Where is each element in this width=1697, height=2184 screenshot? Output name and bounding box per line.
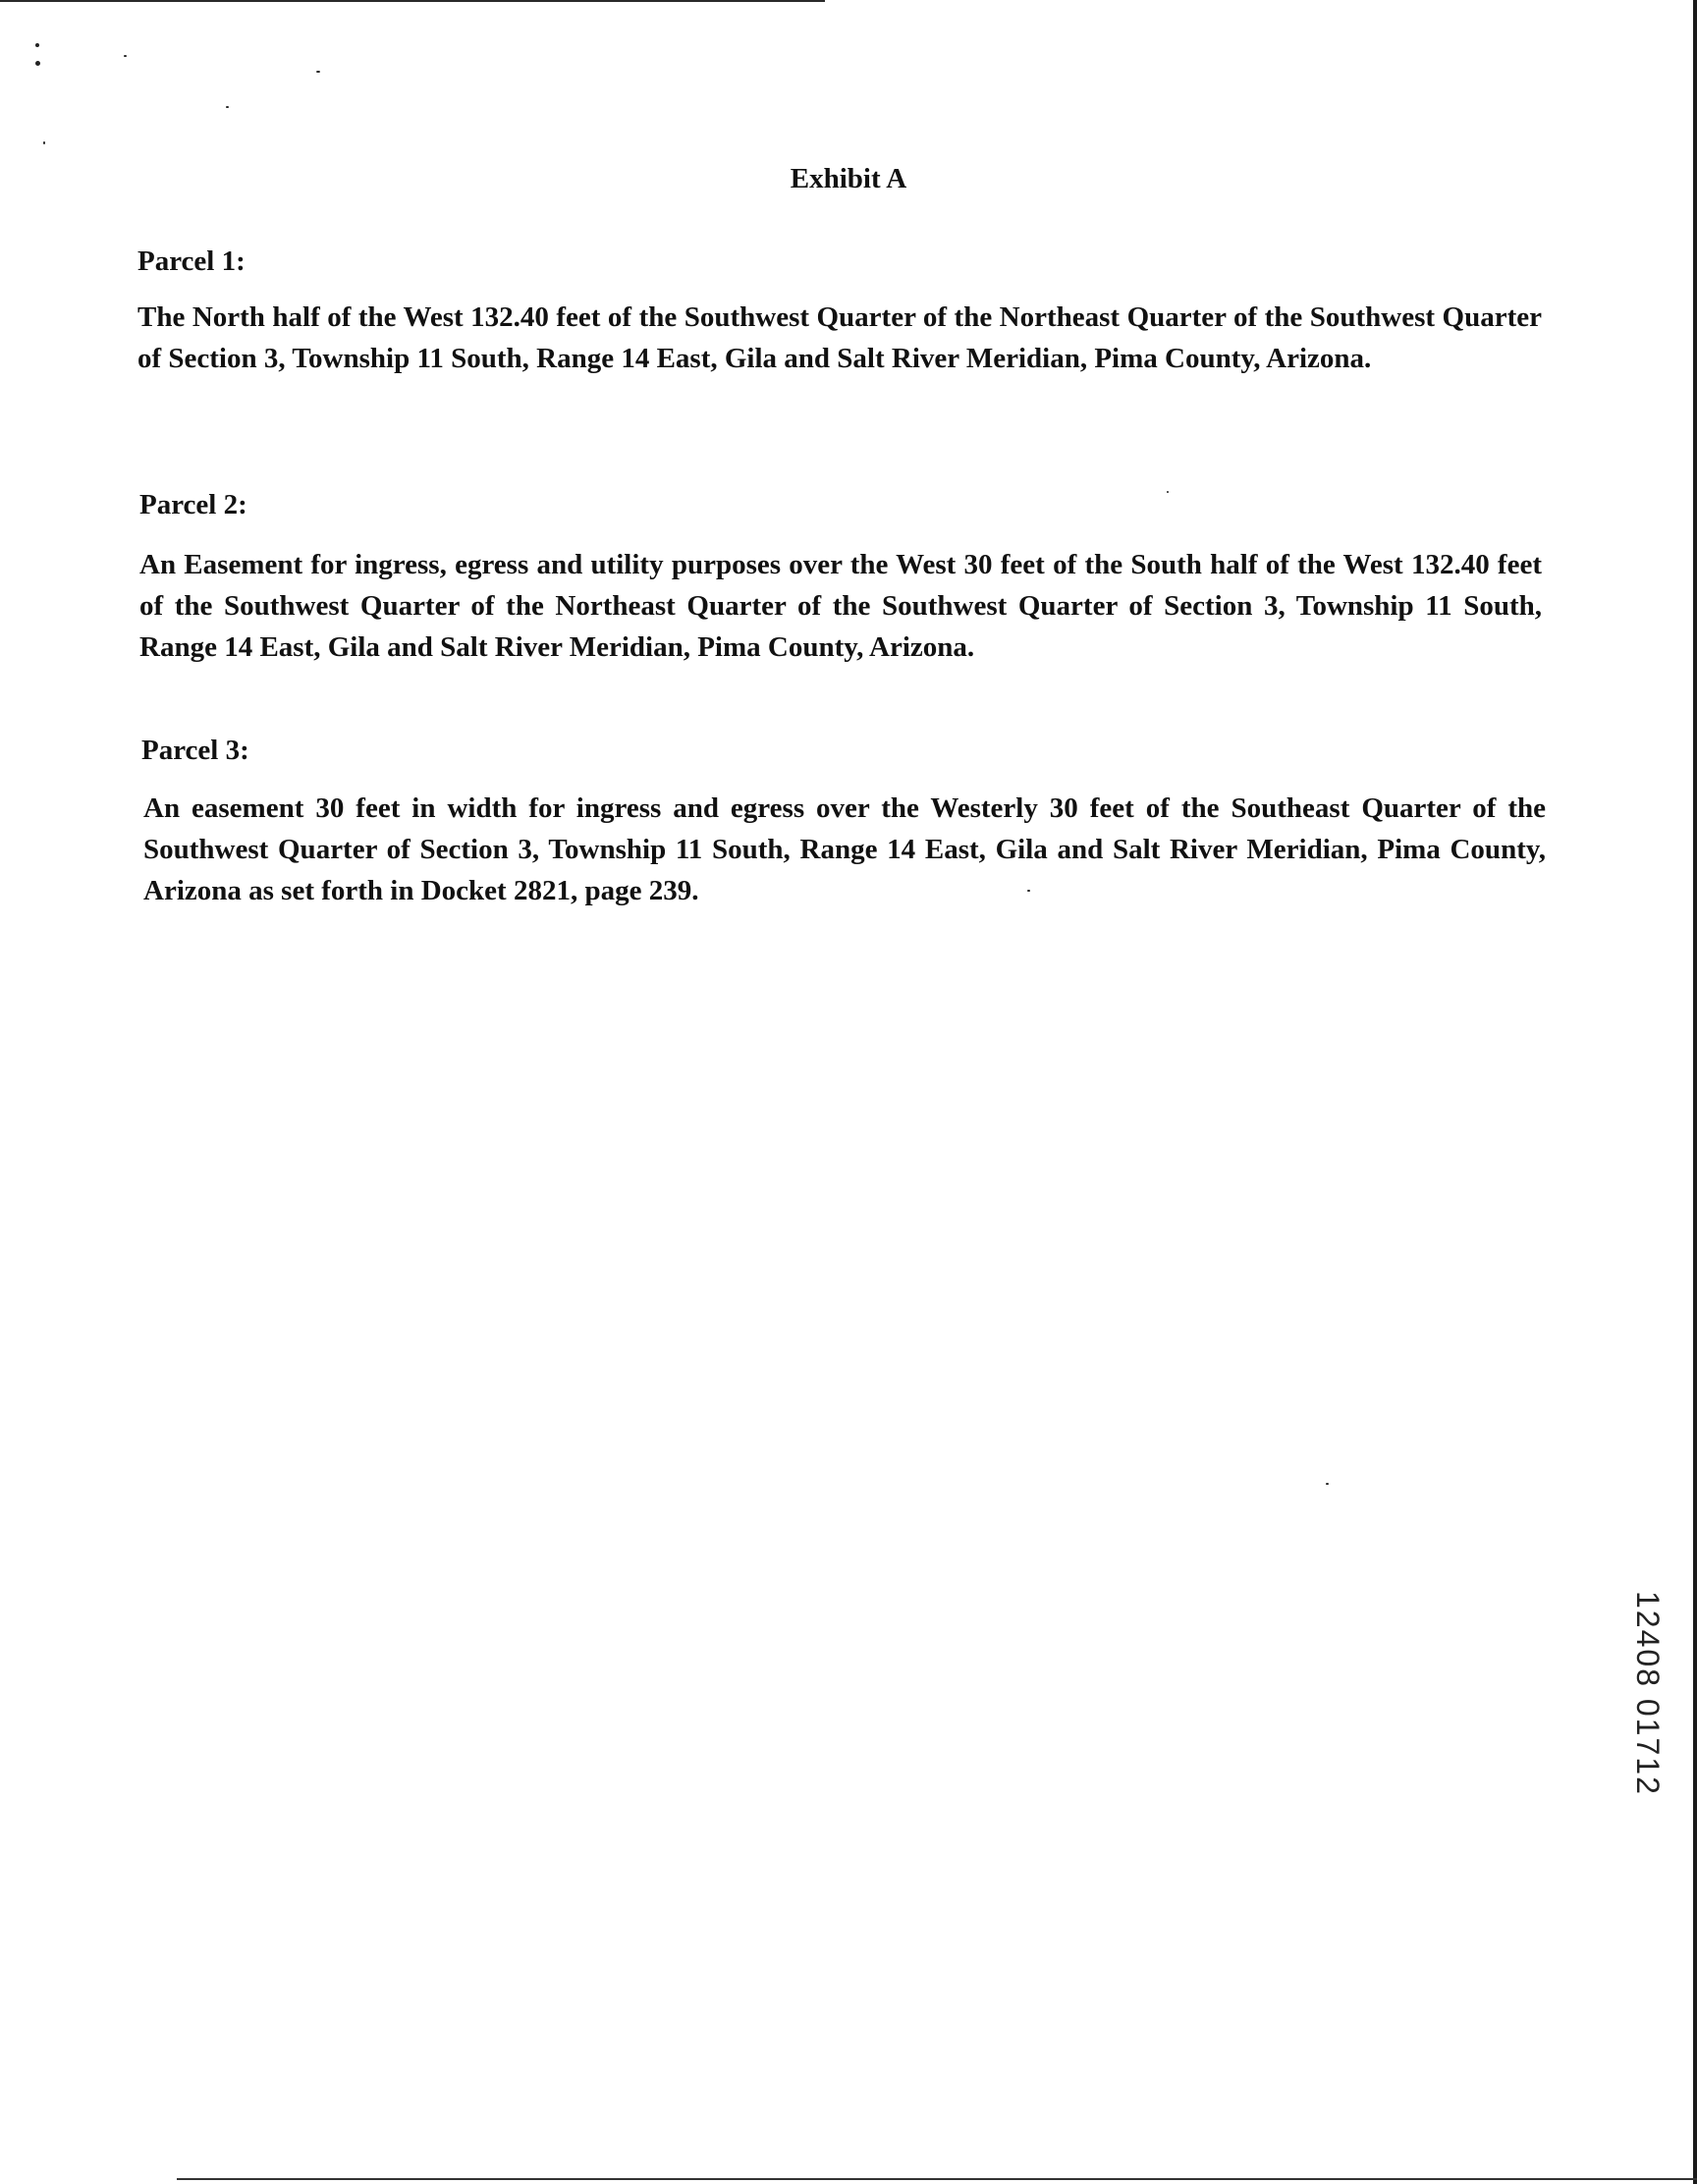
- parcel-2-description: An Easement for ingress, egress and utility purposes over the West 30 feet of the South half of the West 132.40 feet of the Southwest Quarter of the Northeast Quarter of the Southwest Quarter of Section 3, Township 11 South, Range 14 East, Gila and Salt River Meridian, Pima County, Arizona.: [139, 549, 1542, 663]
- scan-speck: [35, 61, 40, 66]
- scan-speck: [43, 141, 45, 144]
- scan-speck: [226, 106, 229, 108]
- parcel-3-description: An easement 30 feet in width for ingress and egress over the Westerly 30 feet of the Southeast Quarter of the Southwest Quarter of Section 3, Township 11 South, Range 14 East, Gila and Salt River Meridian, Pima County, Arizona as set forth in Docket 2821, page 239.: [143, 792, 1546, 906]
- scan-speck: [35, 43, 39, 47]
- scan-speck: [1167, 491, 1169, 493]
- scan-edge-bottom: [177, 2178, 1697, 2180]
- scan-speck: [1326, 1483, 1329, 1485]
- parcel-2-heading: Parcel 2:: [139, 489, 247, 520]
- scan-edge-top: [0, 0, 825, 2]
- parcel-1-heading: Parcel 1:: [137, 246, 246, 277]
- recording-stamp: 12408 01712: [1630, 1591, 1666, 1796]
- page-title: Exhibit A: [790, 163, 907, 194]
- scan-speck: [124, 55, 127, 57]
- parcel-3-heading: Parcel 3:: [141, 735, 249, 766]
- parcel-1-description: The North half of the West 132.40 feet of the Southwest Quarter of the Northeast Quarter of the Southwest Quarter of Section 3, Township 11 South, Range 14 East, Gila and Salt River Meridian, Pima County, Arizona.: [137, 301, 1542, 374]
- scan-speck: [316, 71, 320, 73]
- scan-edge-right: [1693, 0, 1697, 2184]
